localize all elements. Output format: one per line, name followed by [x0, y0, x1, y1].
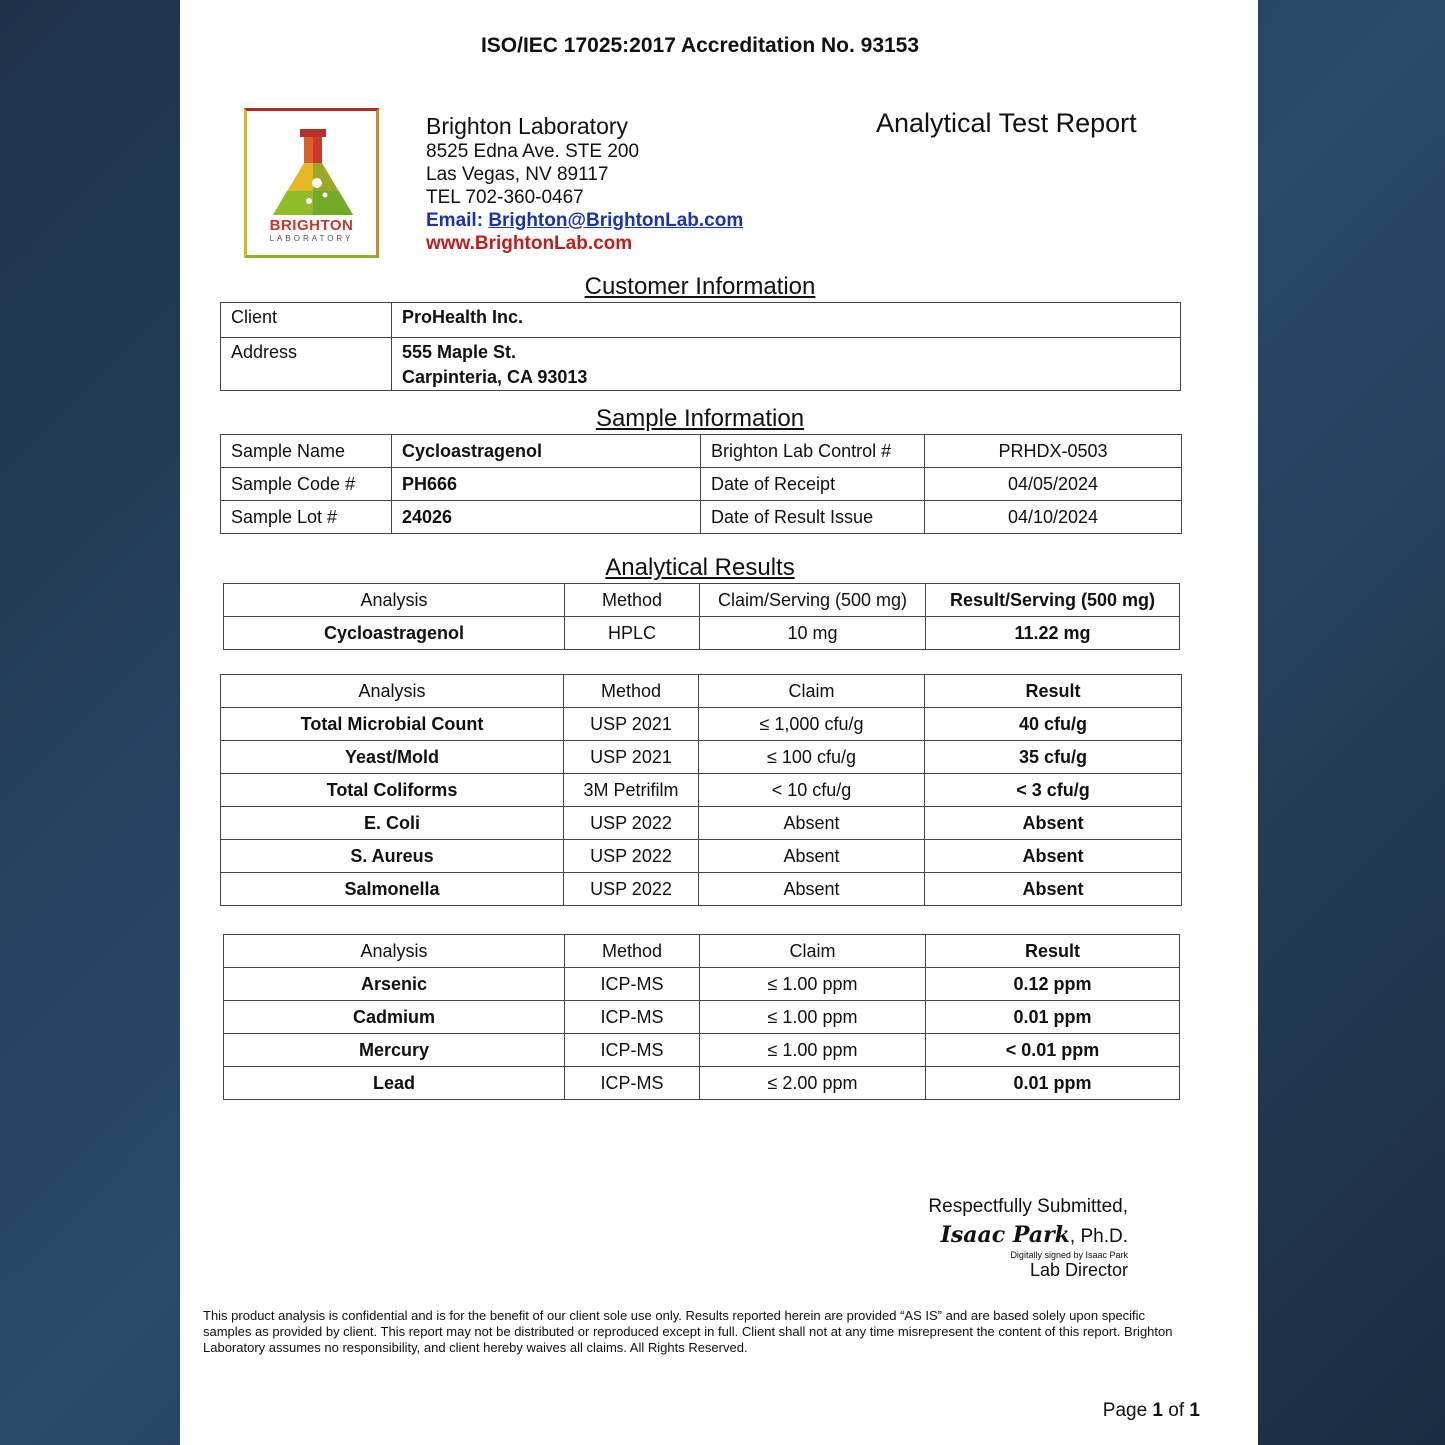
table-row	[221, 303, 1181, 338]
column-header: Result	[925, 675, 1182, 708]
method-cell: ICP-MS	[565, 968, 700, 1001]
email-label: Email:	[426, 210, 484, 231]
page-of: of	[1168, 1400, 1185, 1421]
table-row	[221, 774, 1182, 807]
analytical-results-title: Analytical Results	[605, 554, 795, 581]
report-title: Analytical Test Report	[876, 108, 1137, 138]
column-header: Claim	[699, 675, 925, 708]
digital-signature-note: Digitally signed by Isaac Park	[1010, 1250, 1128, 1260]
column-header: Method	[564, 675, 699, 708]
analysis-cell: Salmonella	[221, 873, 564, 906]
page-number	[1103, 1400, 1200, 1422]
column-header: Analysis	[221, 675, 564, 708]
receipt-date-value: 04/05/2024	[925, 468, 1182, 501]
table-row	[224, 1001, 1180, 1034]
lab-email-row	[426, 209, 743, 232]
claim-cell: Absent	[699, 873, 925, 906]
column-header: Claim/Serving (500 mg)	[700, 584, 926, 617]
method-cell: USP 2022	[564, 873, 699, 906]
result-cell: 0.01 ppm	[926, 1001, 1180, 1034]
column-header: Method	[565, 584, 700, 617]
logo-subtitle: LABORATORY	[269, 234, 354, 243]
result-cell: Absent	[925, 840, 1182, 873]
email-link[interactable]: Brighton@BrightonLab.com	[488, 210, 744, 231]
table-row	[221, 501, 1182, 534]
control-number-value: PRHDX-0503	[925, 435, 1182, 468]
sample-code-label: Sample Code #	[221, 468, 392, 501]
result-cell: 11.22 mg	[926, 617, 1180, 650]
analysis-cell: Lead	[224, 1067, 565, 1100]
table-row	[224, 617, 1180, 650]
credential: , Ph.D.	[1069, 1226, 1128, 1247]
lab-contact-block	[426, 112, 743, 255]
column-header: Analysis	[224, 584, 565, 617]
result-cell: Absent	[925, 807, 1182, 840]
column-header: Claim	[700, 935, 926, 968]
customer-info-table	[220, 302, 1181, 391]
method-cell: ICP-MS	[565, 1034, 700, 1067]
analysis-cell: Total Coliforms	[221, 774, 564, 807]
table-row	[221, 708, 1182, 741]
table-row	[221, 873, 1182, 906]
analysis-cell: Mercury	[224, 1034, 565, 1067]
lab-name: Brighton Laboratory	[426, 113, 629, 139]
sample-lot-value: 24026	[392, 501, 701, 534]
result-cell: Absent	[925, 873, 1182, 906]
table-header-row	[221, 675, 1182, 708]
result-cell: < 3 cfu/g	[925, 774, 1182, 807]
accreditation-line: ISO/IEC 17025:2017 Accreditation No. 93153	[480, 34, 920, 57]
sample-info-title: Sample Information	[595, 405, 805, 432]
table-row	[221, 741, 1182, 774]
sample-name-value: Cycloastragenol	[392, 435, 701, 468]
sample-name-label: Sample Name	[221, 435, 392, 468]
result-cell: < 0.01 ppm	[926, 1034, 1180, 1067]
website-link[interactable]: www.BrightonLab.com	[426, 233, 633, 254]
brighton-logo	[244, 108, 379, 258]
column-header: Analysis	[224, 935, 565, 968]
control-number-label: Brighton Lab Control #	[701, 435, 925, 468]
method-cell: USP 2021	[564, 708, 699, 741]
table-row	[221, 435, 1182, 468]
signatory-role: Lab Director	[1029, 1260, 1128, 1280]
customer-info-title: Customer Information	[584, 273, 816, 300]
page-total: 1	[1189, 1400, 1200, 1421]
method-cell: USP 2021	[564, 741, 699, 774]
receipt-date-label: Date of Receipt	[701, 468, 925, 501]
logo-brand: BRIGHTON	[269, 217, 354, 234]
table-row	[221, 807, 1182, 840]
client-label: Client	[221, 303, 392, 338]
signature-block	[928, 1196, 1128, 1281]
heavy-metals-table	[223, 934, 1180, 1100]
table-row	[221, 338, 1181, 391]
table-header-row	[224, 935, 1180, 968]
address-label: Address	[221, 338, 392, 391]
sample-code-value: PH666	[392, 468, 701, 501]
result-cell: 0.01 ppm	[926, 1067, 1180, 1100]
page-current: 1	[1152, 1400, 1163, 1421]
serving-results-table	[223, 583, 1180, 650]
result-cell: 0.12 ppm	[926, 968, 1180, 1001]
table-row	[224, 1034, 1180, 1067]
claim-cell: ≤ 100 cfu/g	[699, 741, 925, 774]
claim-cell: ≤ 2.00 ppm	[700, 1067, 926, 1100]
lab-address-line1: 8525 Edna Ave. STE 200	[426, 141, 640, 162]
handwritten-signature: Isaac Park	[940, 1222, 1070, 1248]
method-cell: ICP-MS	[565, 1001, 700, 1034]
result-cell: 35 cfu/g	[925, 741, 1182, 774]
table-row	[224, 1067, 1180, 1100]
column-header: Result	[926, 935, 1180, 968]
analysis-cell: Arsenic	[224, 968, 565, 1001]
lab-address-line2: Las Vegas, NV 89117	[426, 164, 609, 185]
sample-info-table	[220, 434, 1182, 534]
issue-date-label: Date of Result Issue	[701, 501, 925, 534]
column-header: Method	[565, 935, 700, 968]
address-line2: Carpinteria, CA 93013	[402, 367, 588, 387]
report-page	[180, 0, 1258, 1445]
address-line1: 555 Maple St.	[402, 342, 517, 362]
method-cell: HPLC	[565, 617, 700, 650]
table-header-row	[224, 584, 1180, 617]
sample-lot-label: Sample Lot #	[221, 501, 392, 534]
analysis-cell: Yeast/Mold	[221, 741, 564, 774]
method-cell: USP 2022	[564, 807, 699, 840]
result-cell: 40 cfu/g	[925, 708, 1182, 741]
client-value: ProHealth Inc.	[392, 303, 1181, 338]
analysis-cell: Cadmium	[224, 1001, 565, 1034]
method-cell: 3M Petrifilm	[564, 774, 699, 807]
claim-cell: Absent	[699, 807, 925, 840]
address-value	[392, 338, 1181, 391]
signatory-line	[928, 1222, 1128, 1248]
microbial-results-table	[220, 674, 1182, 906]
claim-cell: 10 mg	[700, 617, 926, 650]
claim-cell: ≤ 1.00 ppm	[700, 1034, 926, 1067]
table-row	[221, 840, 1182, 873]
disclaimer-text: This product analysis is confidential and is for the benefit of our client sole use only. Results reported herein are provided “AS IS” and are based solely upon specific samples as provided by client. This report may not be distributed or reproduced except in full. Client shall not at any time misrepresent the content of this report. Brighton Laboratory assumes no responsibility, and client hereby waives all claims. All Rights Reserved.	[203, 1308, 1173, 1355]
claim-cell: < 10 cfu/g	[699, 774, 925, 807]
table-row	[221, 468, 1182, 501]
claim-cell: ≤ 1.00 ppm	[700, 1001, 926, 1034]
table-row	[224, 968, 1180, 1001]
analysis-cell: S. Aureus	[221, 840, 564, 873]
lab-phone: TEL 702-360-0467	[426, 187, 584, 208]
claim-cell: ≤ 1,000 cfu/g	[699, 708, 925, 741]
submitted-text: Respectfully Submitted,	[928, 1196, 1128, 1217]
analysis-cell: Total Microbial Count	[221, 708, 564, 741]
issue-date-value: 04/10/2024	[925, 501, 1182, 534]
analysis-cell: Cycloastragenol	[224, 617, 565, 650]
claim-cell: ≤ 1.00 ppm	[700, 968, 926, 1001]
method-cell: USP 2022	[564, 840, 699, 873]
page-label: Page	[1102, 1400, 1148, 1421]
analysis-cell: E. Coli	[221, 807, 564, 840]
claim-cell: Absent	[699, 840, 925, 873]
method-cell: ICP-MS	[565, 1067, 700, 1100]
column-header: Result/Serving (500 mg)	[926, 584, 1180, 617]
